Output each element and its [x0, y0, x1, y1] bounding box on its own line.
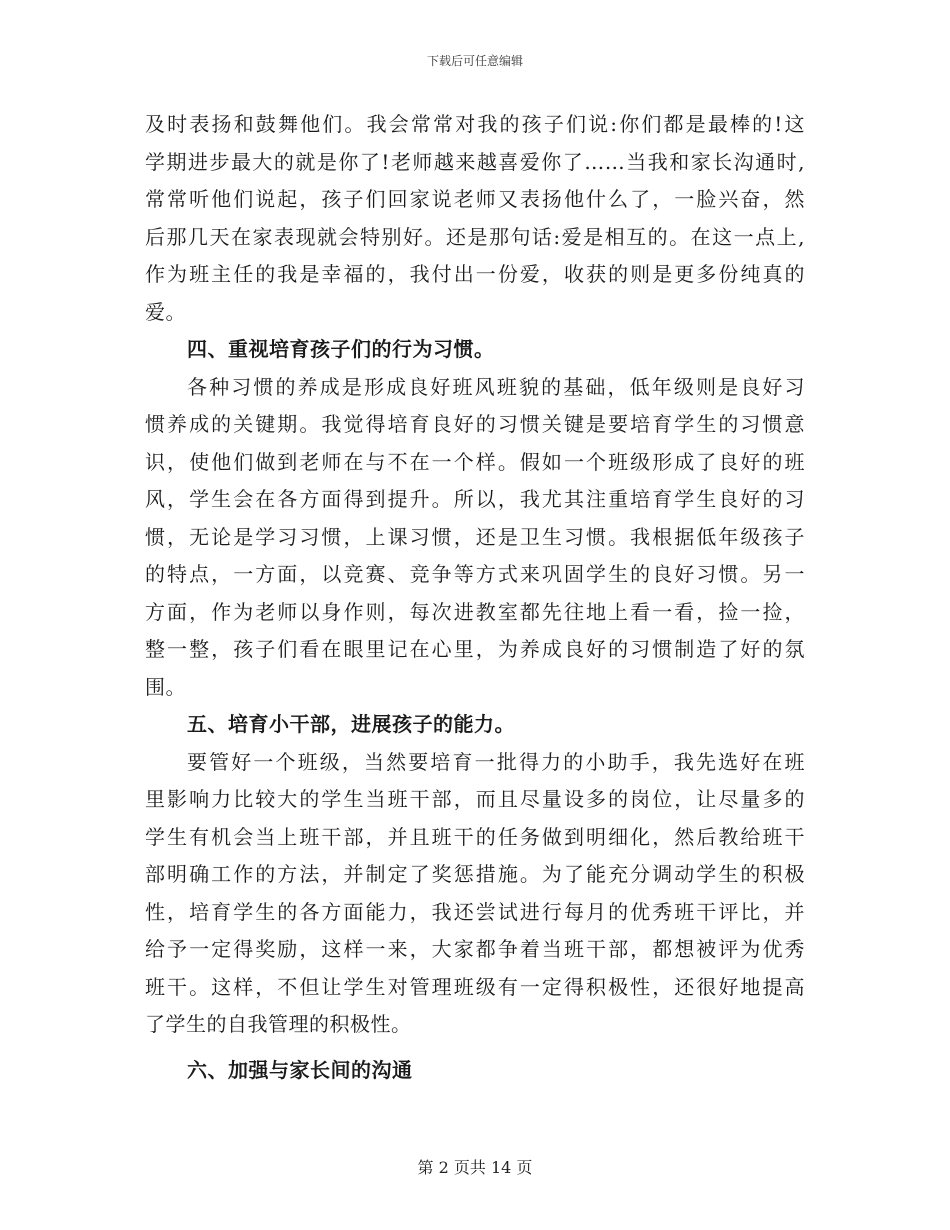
paragraph-habits	[145, 369, 805, 707]
text-line: 围。	[145, 674, 186, 699]
text-line: 里影响力比较大的学生当班干部，而且尽量设多的岗位，让尽量多的	[145, 787, 805, 811]
text-line: 方面，作为老师以身作则，每次进教室都先往地上看一看，捡一捡，	[145, 599, 805, 624]
text-line: 惯，无论是学习习惯，上课习惯，还是卫生习惯。我根据低年级孩子	[145, 524, 805, 549]
document-body	[145, 106, 805, 1089]
text-line: 的特点，一方面，以竞赛、竞争等方式来巩固学生的良好习惯。另一	[145, 562, 805, 586]
text-line: 学生有机会当上班干部，并且班干的任务做到明细化，然后教给班干	[145, 824, 805, 849]
text-line: 爱。	[145, 299, 186, 324]
section-heading-habits: 四、重视培育孩子们的行为习惯。	[187, 337, 495, 361]
text-line: 惯养成的关键期。我觉得培育良好的习惯关键是要培育学生的习惯意	[145, 412, 805, 436]
text-line: 后那几天在家表现就会特别好。还是那句话:爱是相互的。在这一点上,	[145, 224, 805, 249]
text-line: 作为班主任的我是幸福的，我付出一份爱，收获的则是更多份纯真的	[145, 262, 805, 286]
text-line: 常常听他们说起，孩子们回家说老师又表扬他什么了，一脸兴奋，然	[145, 187, 805, 211]
text-line: 识，使他们做到老师在与不在一个样。假如一个班级形成了良好的班	[145, 449, 805, 474]
text-line: 性，培育学生的各方面能力，我还尝试进行每月的优秀班干评比，并	[145, 899, 805, 924]
text-line: 及时表扬和鼓舞他们。我会常常对我的孩子们说:你们都是最棒的!这	[145, 112, 805, 136]
section-heading-parents: 六、加强与家长间的沟通	[187, 1057, 413, 1082]
text-line: 给予一定得奖励，这样一来，大家都争着当班干部，都想被评为优秀	[145, 937, 805, 961]
text-line: 风，学生会在各方面得到提升。所以，我尤其注重培育学生良好的习	[145, 487, 805, 511]
paragraph-praise	[145, 106, 805, 331]
page-number: 第 2 页共 14 页	[417, 1158, 533, 1177]
text-line: 要管好一个班级，当然要培育一批得力的小助手，我先选好在班	[187, 749, 805, 774]
text-line: 整一整，孩子们看在眼里记在心里，为养成良好的习惯制造了好的氛	[145, 637, 805, 661]
text-line: 了学生的自我管理的积极性。	[145, 1012, 412, 1036]
section-heading-cadres: 五、培育小干部，进展孩子的能力。	[187, 712, 515, 736]
text-line: 学期进步最大的就是你了!老师越来越喜爱你了……当我和家长沟通时,	[145, 149, 805, 174]
text-line: 各种习惯的养成是形成良好班风班貌的基础，低年级则是良好习	[187, 374, 805, 399]
text-line: 班干。这样，不但让学生对管理班级有一定得积极性，还很好地提高	[145, 974, 805, 999]
text-line: 部明确工作的方法，并制定了奖惩措施。为了能充分调动学生的积极	[145, 862, 805, 886]
page-header: 下载后可任意编辑	[426, 54, 523, 68]
paragraph-cadres	[145, 744, 805, 1044]
